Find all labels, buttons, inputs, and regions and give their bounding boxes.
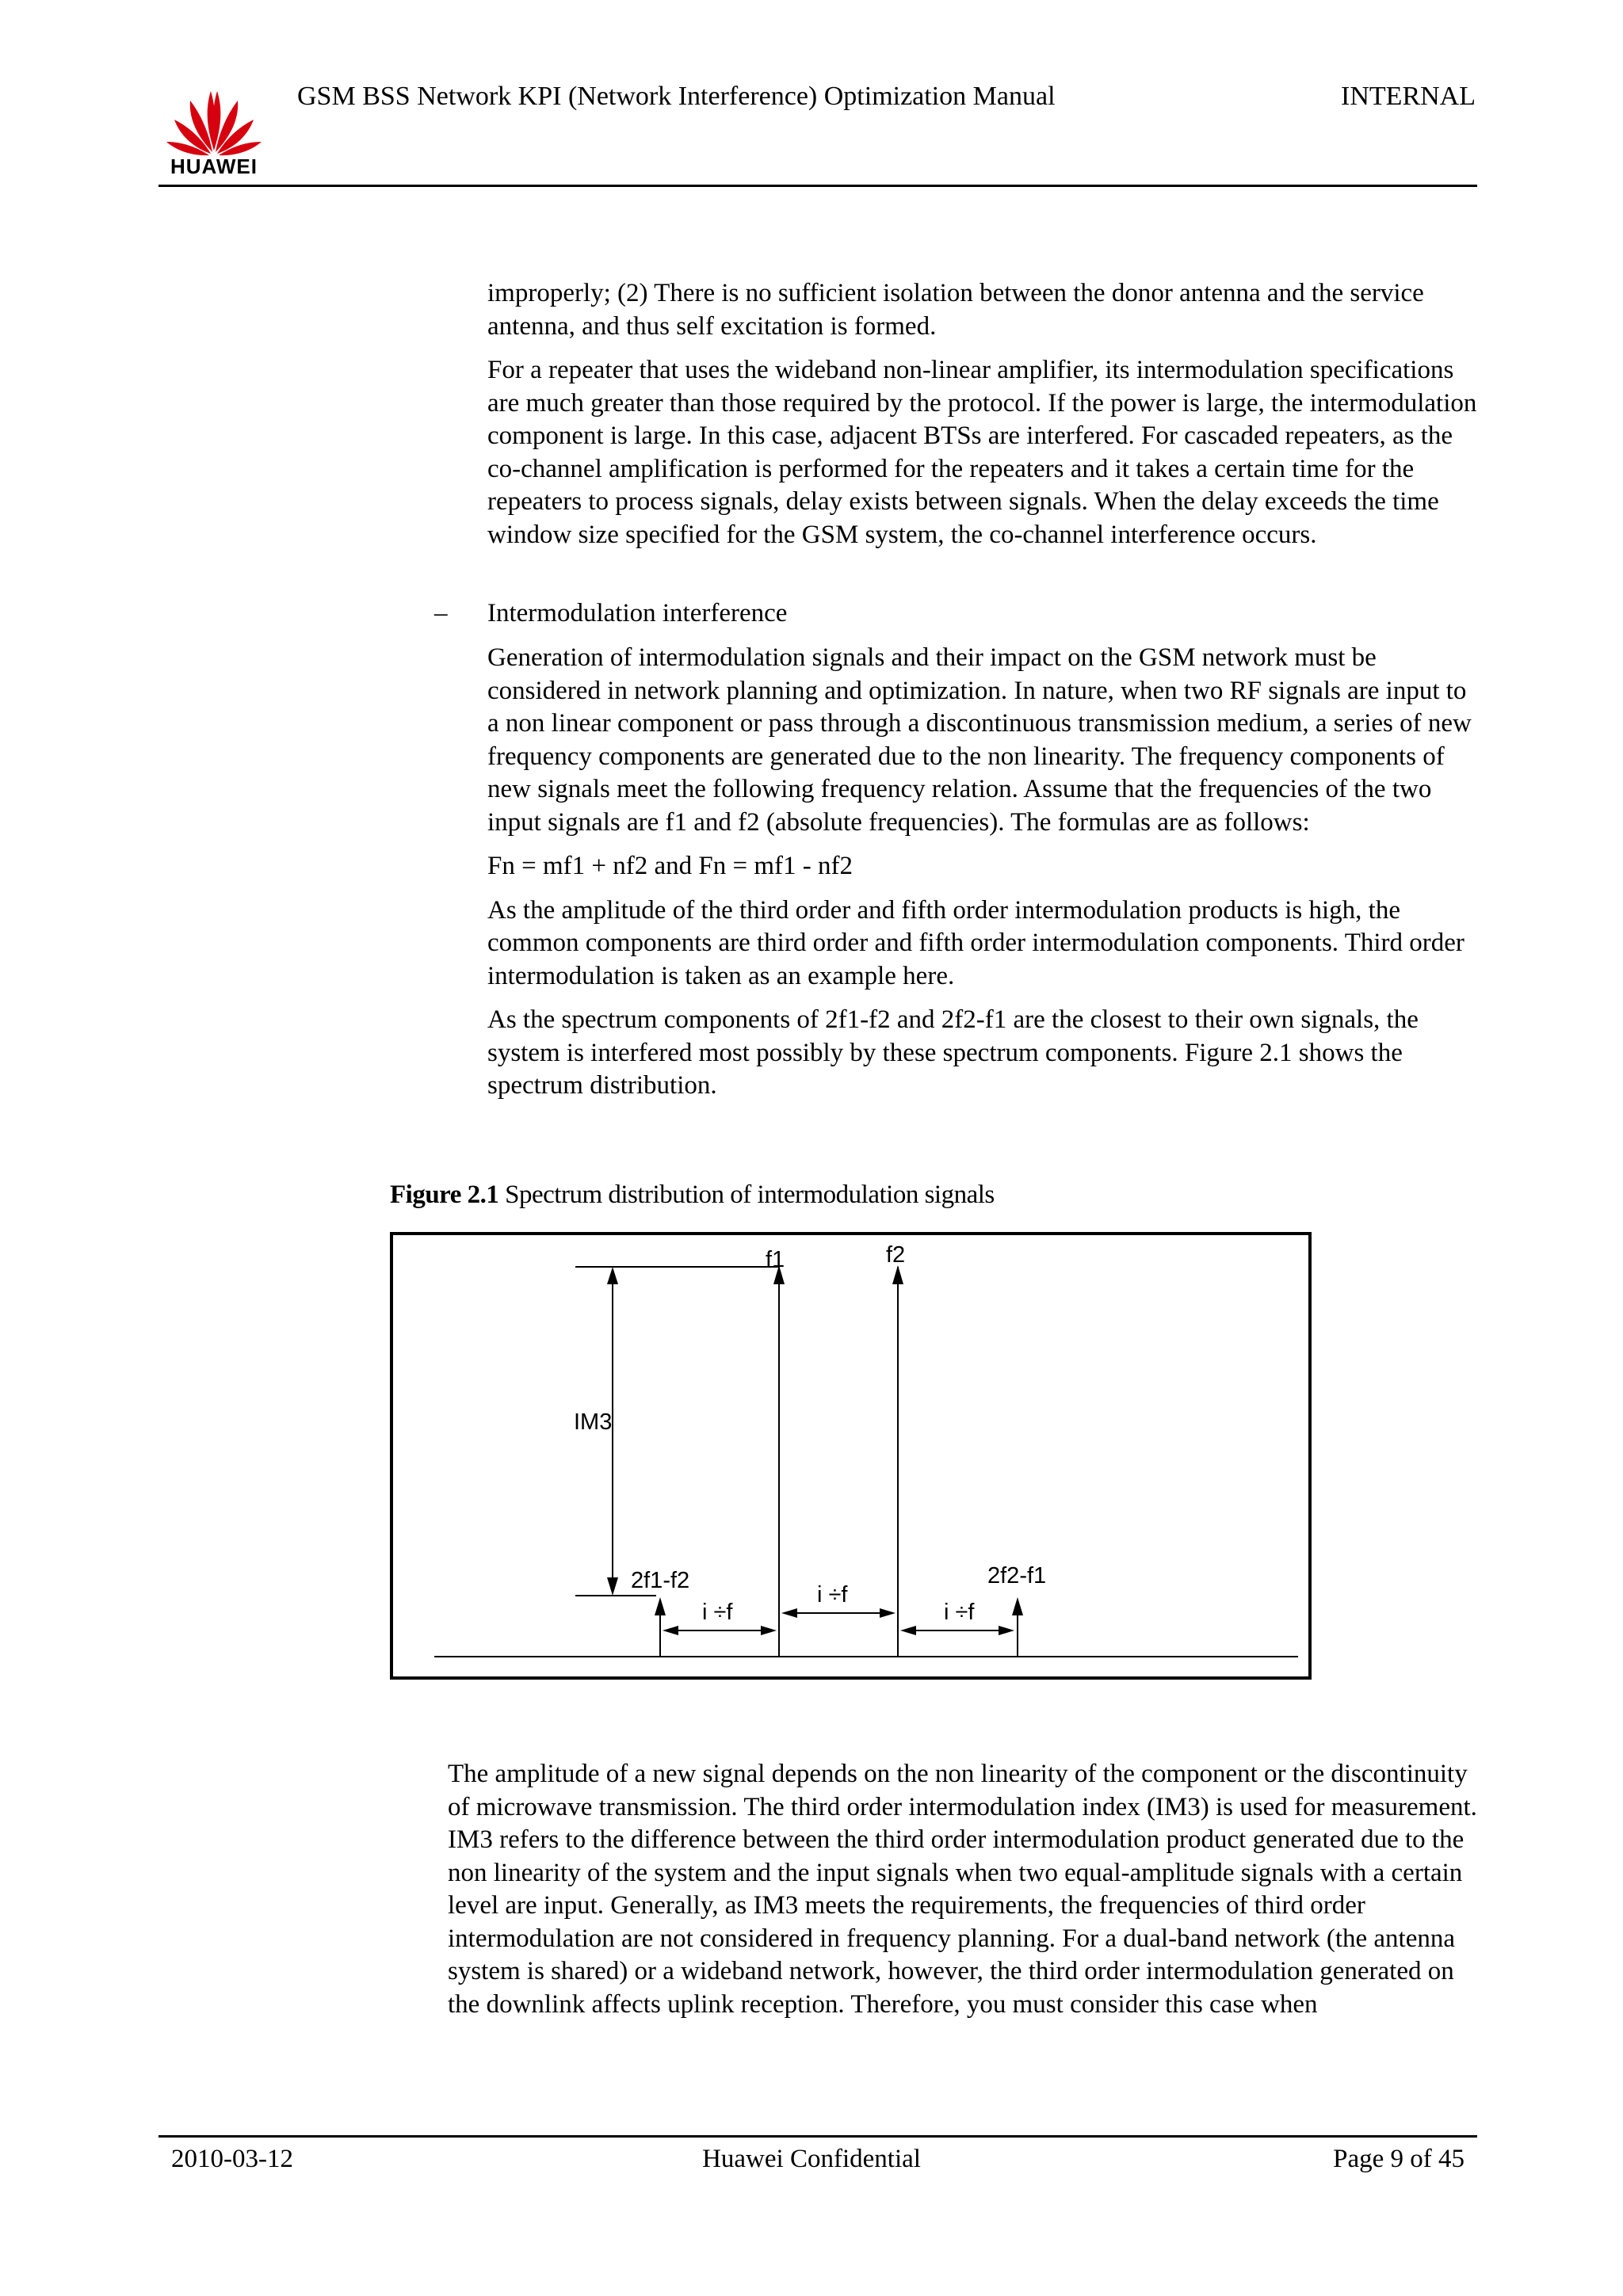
header-rule: [158, 185, 1477, 187]
list-item-text: Intermodulation interference: [487, 599, 788, 627]
formula: Fn = mf1 + nf2 and Fn = mf1 - nf2: [487, 852, 853, 880]
body-section-3: [448, 1758, 1478, 2032]
paragraph: improperly; (2) There is no sufficient isolation between the donor antenna and the service antenna, and thus self excitation is formed.: [487, 279, 1424, 341]
footer-date: 2010-03-12: [171, 2145, 293, 2173]
paragraph: For a repeater that uses the wideband non-linear amplifier, its intermodulation specifications are much greater than those required by the protocol. If the power is large, the intermodulation component is large. In this case, adjacent BTSs are interfered. For cascaded repeaters, as the co-channel amplification is performed for the repeaters and it takes a certain time for the repeaters to process signals, delay exists between signals. When the delay exceeds the time window size specified for the GSM system, the co-channel interference occurs.: [487, 356, 1477, 549]
im3-label: IM3: [574, 1409, 613, 1435]
spectrum-diagram: [393, 1235, 1315, 1683]
paragraph: As the spectrum components of 2f1-f2 and 2f2-f1 are the closest to their own signals, the system is interfered most possibly by these spectrum components. Figure 2.1 shows the spectrum distribution.: [487, 1005, 1419, 1100]
high-product-label: 2f2-f1: [987, 1563, 1047, 1589]
figure-caption: [390, 1179, 995, 1211]
body-section-2: [487, 642, 1478, 1114]
logo-wordmark: HUAWEI: [170, 154, 258, 178]
paragraph: As the amplitude of the third order and fifth order intermodulation products is high, the common components are third order and fifth order intermodulation components. Third order intermodulation is taken as an example here.: [487, 895, 1465, 990]
classification-label: INTERNAL: [1341, 82, 1476, 111]
figure-caption-text: Spectrum distribution of intermodulation signals: [498, 1180, 995, 1209]
spectrum-figure: [390, 1232, 1312, 1680]
body-section-1: [487, 277, 1478, 563]
dash-bullet: –: [434, 599, 448, 627]
footer-rule: [158, 2135, 1477, 2138]
spacing-label-3: i ÷f: [944, 1600, 975, 1625]
f1-label: f1: [766, 1247, 785, 1272]
page-number: Page 9 of 45: [1333, 2145, 1465, 2173]
spacing-label-1: i ÷f: [702, 1600, 733, 1625]
figure-caption-label: Figure 2.1: [390, 1180, 499, 1209]
spacing-label-2: i ÷f: [817, 1582, 848, 1608]
paragraph: The amplitude of a new signal depends on the non linearity of the component or the discontinuity of microwave transmission. The third order intermodulation index (IM3) is used for measurement. IM3 refers to the difference between the third order intermodulation product generated due to the non linearity of the system and the input signals when two equal-amplitude signals with a certain level are input. Generally, as IM3 meets the requirements, the frequencies of third order intermodulation are not considered in frequency planning. For a dual-band network (the antenna system is shared) or a wideband network, however, the third order intermodulation generated on the downlink affects uplink reception. Therefore, you must consider this case when: [448, 1760, 1477, 2019]
footer-confidential: Huawei Confidential: [702, 2145, 921, 2173]
f2-label: f2: [886, 1242, 906, 1268]
list-item: [434, 597, 787, 631]
low-product-label: 2f1-f2: [631, 1568, 690, 1593]
document-title: GSM BSS Network KPI (Network Interference) Optimization Manual: [297, 82, 1056, 111]
paragraph: Generation of intermodulation signals and their impact on the GSM network must be considered in network planning and optimization. In nature, when two RF signals are input to a non linear component or pass through a discontinuous transmission medium, a series of new frequency components are generated due to the non linearity. The frequency components of new signals meet the following frequency relation. Assume that the frequencies of the two input signals are f1 and f2 (absolute frequencies). The formulas are as follows:: [487, 643, 1472, 837]
